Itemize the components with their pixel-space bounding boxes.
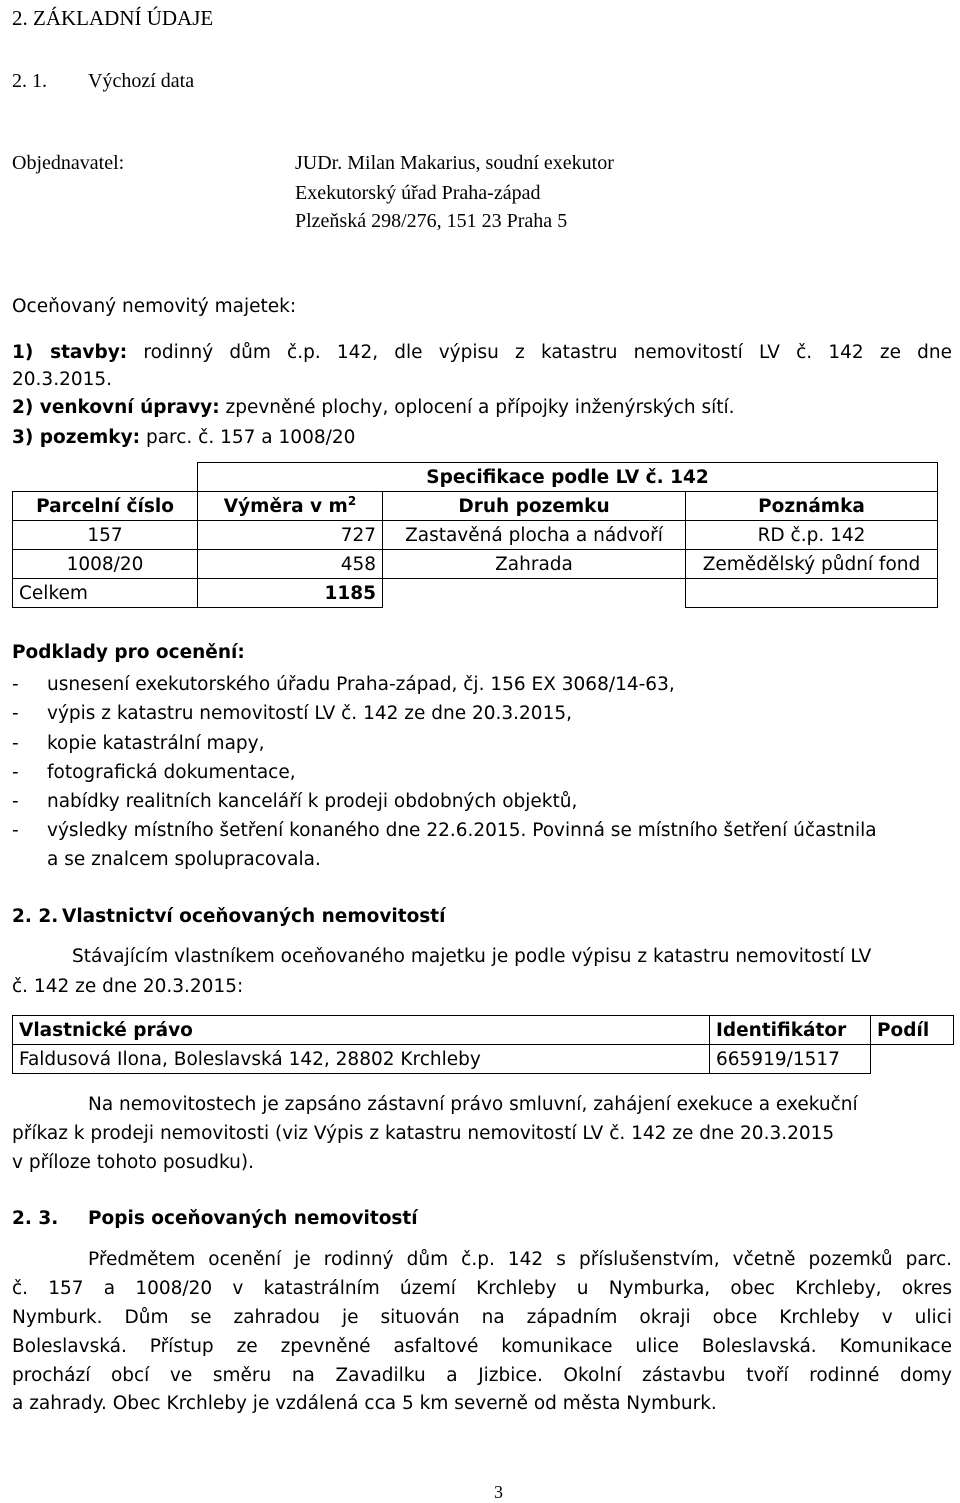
list-item-text: nabídky realitních kanceláří k prodeji obdobných objektů, xyxy=(47,791,578,812)
header-cell: Poznámka xyxy=(686,492,938,521)
page-number: 3 xyxy=(494,1482,503,1502)
subsection-number: 2. 3. xyxy=(12,1208,59,1229)
list-item: - xyxy=(12,762,19,783)
ownership-table-header xyxy=(13,1016,954,1045)
header-cell: Identifikátor xyxy=(710,1016,871,1045)
property-item-1-cont: 20.3.2015. xyxy=(12,369,113,390)
list-item: - xyxy=(12,820,19,841)
list-item: - xyxy=(12,674,19,695)
subsection-number: 2. 2. xyxy=(12,906,59,927)
spec-table xyxy=(12,462,938,608)
total-value: 1185 xyxy=(198,579,383,608)
property-item-2 xyxy=(12,397,735,418)
description-line: Předmětem ocenění je rodinný dům č.p. 142 s příslušenstvím, včetně pozemků parc. xyxy=(88,1249,952,1270)
cell-note: RD č.p. 142 xyxy=(686,521,938,550)
list-item: - xyxy=(12,791,19,812)
description-line: Boleslavská. Přístup ze zpevněné asfaltové komunikace ulice Boleslavská. Komunikace xyxy=(12,1336,952,1357)
ownership-intro-cont: č. 142 ze dne 20.3.2015: xyxy=(12,976,244,997)
table-row xyxy=(13,550,938,579)
subsection-number: 2. 1. xyxy=(12,70,47,92)
list-item-text: kopie katastrální mapy, xyxy=(47,733,265,754)
owner-cell: Faldusová Ilona, Boleslavská 142, 28802 Krchleby xyxy=(13,1045,710,1074)
property-item-1-label: 1) stavby: xyxy=(12,342,128,363)
list-item: - xyxy=(12,733,19,754)
property-item-1 xyxy=(12,342,952,363)
cell-type: Zahrada xyxy=(383,550,686,579)
client-line: Exekutorský úřad Praha-západ xyxy=(295,182,541,204)
cell-note: Zemědělský půdní fond xyxy=(686,550,938,579)
client-label: Objednavatel: xyxy=(12,152,125,174)
ownership-table xyxy=(12,1015,954,1074)
encumbrance-note-cont: v příloze tohoto posudku). xyxy=(12,1152,254,1173)
property-label: Oceňovaný nemovitý majetek: xyxy=(12,296,297,317)
property-item-3-text: parc. č. 157 a 1008/20 xyxy=(145,427,356,448)
description-line: č. 157 a 1008/20 v katastrálním území Krchleby u Nymburka, obec Krchleby, okres xyxy=(12,1278,952,1299)
cell-area: 727 xyxy=(198,521,383,550)
list-item-text: a se znalcem spolupracovala. xyxy=(47,849,321,870)
property-item-3 xyxy=(12,427,355,448)
total-label: Celkem xyxy=(13,579,198,608)
description-line: Nymburk. Dům se zahradou je situován na západním okraji obce Krchleby v ulici xyxy=(12,1307,952,1328)
property-item-3-label: 3) pozemky: xyxy=(12,427,141,448)
client-line: JUDr. Milan Makarius, soudní exekutor xyxy=(295,152,614,174)
property-item-2-text: zpevněné plochy, oplocení a přípojky inženýrských sítí. xyxy=(225,397,735,418)
cell-type: Zastavěná plocha a nádvoří xyxy=(383,521,686,550)
subsection-title: Vlastnictví oceňovaných nemovitostí xyxy=(62,906,446,927)
cell-parcel: 1008/20 xyxy=(13,550,198,579)
header-cell: Vlastnické právo xyxy=(13,1016,710,1045)
subsection-title: Výchozí data xyxy=(88,70,195,92)
header-cell: Podíl xyxy=(871,1016,954,1045)
encumbrance-note-cont: příkaz k prodeji nemovitosti (viz Výpis z katastru nemovitostí LV č. 142 ze dne 20.3.2015 xyxy=(12,1123,835,1144)
share-cell xyxy=(871,1045,954,1074)
cell-area: 458 xyxy=(198,550,383,579)
property-item-2-label: 2) venkovní úpravy: xyxy=(12,397,220,418)
list-item-text: výpis z katastru nemovitostí LV č. 142 ze dne 20.3.2015, xyxy=(47,703,573,724)
property-item-1-text: rodinný dům č.p. 142, dle výpisu z katastru nemovitostí LV č. 142 ze dne xyxy=(143,342,952,363)
list-item: - xyxy=(12,703,19,724)
table-total-row xyxy=(13,579,938,608)
encumbrance-note: Na nemovitostech je zapsáno zástavní právo smluvní, zahájení exekuce a exekuční xyxy=(88,1094,858,1115)
ownership-intro: Stávajícím vlastníkem oceňovaného majetku je podle výpisu z katastru nemovitostí LV xyxy=(72,946,872,967)
spec-table-title: Specifikace podle LV č. 142 xyxy=(198,463,938,492)
header-cell: Druh pozemku xyxy=(383,492,686,521)
cell-parcel: 157 xyxy=(13,521,198,550)
spec-table-header xyxy=(13,492,938,521)
list-item-text: výsledky místního šetření konaného dne 22.6.2015. Povinná se místního šetření účastnila xyxy=(47,820,877,841)
list-item-text: usnesení exekutorského úřadu Praha-západ, čj. 156 EX 3068/14-63, xyxy=(47,674,675,695)
subsection-title: Popis oceňovaných nemovitostí xyxy=(88,1208,418,1229)
table-row xyxy=(13,521,938,550)
section-title: 2. ZÁKLADNÍ ÚDAJE xyxy=(12,6,214,30)
table-row xyxy=(13,1045,954,1074)
header-cell: Parcelní číslo xyxy=(13,492,198,521)
list-item-text: fotografická dokumentace, xyxy=(47,762,296,783)
description-line: prochází obcí ve směru na Zavadilku a Jizbice. Okolní zástavbu tvoří rodinné domy xyxy=(12,1365,952,1386)
identifier-cell: 665919/1517 xyxy=(710,1045,871,1074)
description-line: a zahrady. Obec Krchleby je vzdálená cca 5 km severně od města Nymburk. xyxy=(12,1393,717,1414)
sources-label: Podklady pro ocenění: xyxy=(12,642,245,663)
header-cell: Výměra v $m^2$ xyxy=(198,492,383,521)
client-line: Plzeňská 298/276, 151 23 Praha 5 xyxy=(295,210,568,232)
